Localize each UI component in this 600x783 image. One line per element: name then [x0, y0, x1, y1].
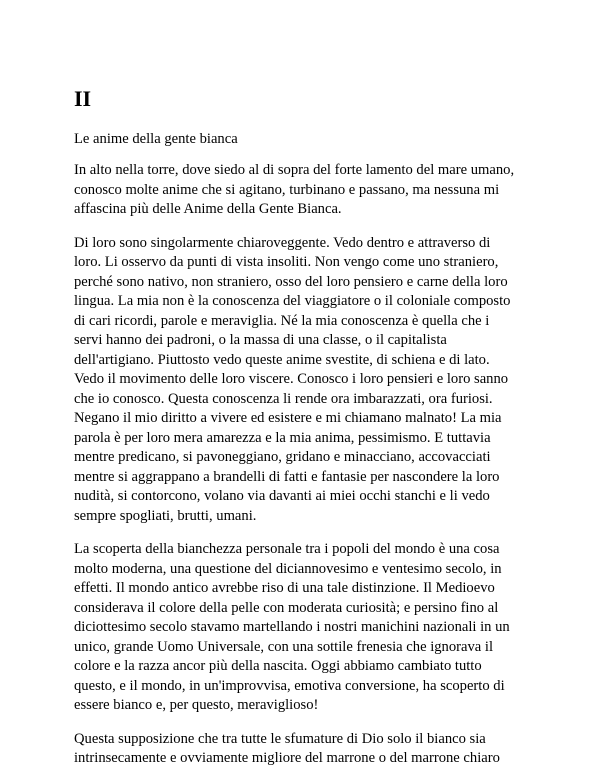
paragraph: Questa supposizione che tra tutte le sfumature di Dio solo il bianco sia intrinsecamente e ovviamente migliore del marrone o del marrone chiaro: [74, 730, 500, 766]
body-text: [74, 161, 549, 783]
paragraph: Di loro sono singolarmente chiaroveggente. Vedo dentro e attraverso di loro. Li osservo da punti di vista insoliti. Non vengo come uno straniero, perché sono nativo, non straniero, osso del loro pensiero e carne della loro lingua. La mia non è la conoscenza del viaggiatore o il coloniale composto di cari ricordi, parole e meraviglia. Né la mia conoscenza è quella che i servi hanno dei padroni, o la massa di una classe, o il capitalista dell'artigiano. Piuttosto vedo queste anime svestite, di schiena e di lato. Vedo il movimento delle loro viscere. Conosco i loro pensieri e loro sanno che io conosco. Questa conoscenza li rende ora imbarazzati, ora furiosi. Negano il mio diritto a vivere ed esistere e mi chiamano malnato! La mia parola è per loro mera amarezza e la mia anima, pessimismo. E tuttavia mentre predicano, si pavoneggiano, gridano e minacciano, accovacciati mentre si aggrappano a brandelli di fatti e fantasie per nascondere la loro nudità, si contorcono, volano via davanti ai miei occhi stanchi e li vedo sempre spogliati, brutti, umani.: [74, 234, 511, 524]
chapter-subtitle: Le anime della gente bianca: [74, 131, 238, 147]
chapter-number: II: [74, 86, 92, 111]
paragraph: La scoperta della bianchezza personale tra i popoli del mondo è una cosa molto moderna, una questione del diciannovesimo e ventesimo secolo, in effetti. Il mondo antico avrebbe riso di una tale distinzione. Il Medioevo considerava il colore della pelle con moderata curiosità; e persino fino al diciottesimo secolo stavamo martellando i nostri manichini nazionali in un unico, grande Uomo Universale, con una sottile frenesia che ignorava il colore e la razza ancor più della nascita. Oggi abbiamo cambiato tutto questo, e il mondo, in un'improvvisa, emotiva conversione, ha scoperto di essere bianco e, per questo, meraviglioso!: [74, 541, 510, 713]
paragraph: In alto nella torre, dove siedo al di sopra del forte lamento del mare umano, conosco molte anime che si agitano, turbinano e passano, ma nessuna mi affascina più delle Anime della Gente Bianca.: [74, 162, 515, 217]
